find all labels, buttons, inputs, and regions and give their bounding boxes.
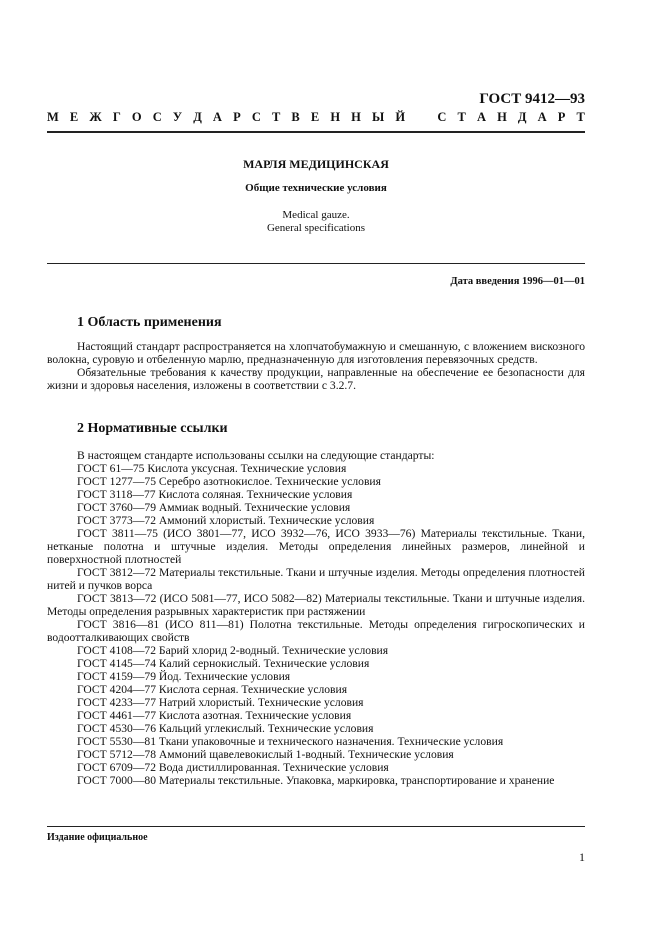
heading-letter: Е — [69, 110, 79, 124]
heading-letter: А — [476, 110, 486, 124]
heading-letter: Н — [351, 110, 361, 124]
heading-letter: А — [537, 110, 547, 124]
reference-item: ГОСТ 4461—77 Кислота азотная. Технические условия — [77, 709, 352, 722]
heading-letter: Д — [517, 110, 527, 124]
heading-letter: Р — [233, 110, 241, 124]
heading-letter: В — [291, 110, 300, 124]
page-number: 1 — [579, 850, 585, 864]
edition-note: Издание официальное — [47, 832, 148, 843]
paragraph: Обязательные требования к качеству продукции, направленные на обеспечение ее безопасности для жизни и здоровья населения, изложены в соответствии с 3.2.7. — [47, 366, 585, 392]
reference-item: ГОСТ 4233—77 Натрий хлористый. Технические условия — [77, 696, 364, 709]
standard-type-heading — [47, 110, 585, 125]
reference-item: ГОСТ 3813—72 (ИСО 5081—77, ИСО 5082—82) Материалы текстильные. Ткани и штучные изделия. Методы определения разрывных характеристик при растяжении — [47, 592, 585, 618]
heading-letter: Д — [193, 110, 202, 124]
heading-letter: Ж — [89, 110, 102, 124]
english-title-line-2: General specifications — [266, 222, 366, 234]
heading-letter: Г — [112, 110, 121, 124]
heading-letter: А — [212, 110, 222, 124]
english-title-line-1: Medical gauze. — [282, 209, 350, 221]
reference-item: ГОСТ 4204—77 Кислота серная. Технические условия — [77, 683, 348, 696]
effective-date: Дата введения 1996—01—01 — [450, 276, 585, 287]
reference-item: ГОСТ 1277—75 Серебро азотнокислое. Технические условия — [77, 475, 381, 488]
title-rule — [47, 263, 585, 264]
document-number: ГОСТ 9412—93 — [479, 91, 585, 107]
heading-letter: Т — [271, 110, 281, 124]
heading-letter: У — [172, 110, 183, 124]
reference-item: ГОСТ 3773—72 Аммоний хлористый. Технические условия — [77, 514, 375, 527]
section-1-body — [47, 340, 585, 392]
heading-letter: Р — [557, 110, 566, 124]
reference-item: ГОСТ 3816—81 (ИСО 811—81) Полотна текстильные. Методы определения гигроскопических и водоотталкивающих свойств — [47, 618, 585, 644]
reference-item: ГОСТ 4159—79 Йод. Технические условия — [77, 670, 291, 683]
reference-item: ГОСТ 4108—72 Барий хлорид 2-водный. Технические условия — [77, 644, 389, 657]
reference-item: ГОСТ 5712—78 Аммоний щавелевокислый 1-водный. Технические условия — [77, 748, 454, 761]
reference-item: ГОСТ 4145—74 Калий сернокислый. Технические условия — [77, 657, 370, 670]
heading-letter: Е — [310, 110, 320, 124]
references-intro: В настоящем стандарте использованы ссылки на следующие стандарты: — [77, 449, 435, 462]
reference-item: ГОСТ 4530—76 Кальций углекислый. Технические условия — [77, 722, 374, 735]
reference-item: ГОСТ 6709—72 Вода дистиллированная. Технические условия — [77, 761, 389, 774]
reference-item: ГОСТ 3811—75 (ИСО 3801—77, ИСО 3932—76, ИСО 3933—76) Материалы текстильные. Ткани, нетканые полотна и штучные изделия. Методы определения линейных размеров, линейной и поверхностной плотностей — [47, 527, 585, 566]
reference-item: ГОСТ 61—75 Кислота уксусная. Технические условия — [77, 462, 347, 475]
heading-letter: О — [131, 110, 142, 124]
header-rule — [47, 131, 585, 133]
heading-letter: Т — [457, 110, 466, 124]
heading-letter: Н — [330, 110, 341, 124]
reference-item: ГОСТ 7000—80 Материалы текстильные. Упаковка, маркировка, транспортирование и хранение — [77, 774, 555, 787]
heading-letter: С — [437, 110, 447, 124]
section-2-heading: 2 Нормативные ссылки — [77, 421, 228, 436]
letter-gap — [416, 110, 426, 125]
section-1-heading: 1 Область применения — [77, 315, 222, 330]
section-2-body — [47, 449, 585, 787]
heading-letter: Ы — [372, 110, 385, 124]
reference-item: ГОСТ 5530—81 Ткани упаковочные и технического назначения. Технические условия — [77, 735, 504, 748]
english-title — [47, 209, 585, 235]
reference-item: ГОСТ 3812—72 Материалы текстильные. Ткани и штучные изделия. Методы определения плотностей нитей и пучков ворса — [47, 566, 585, 592]
reference-item: ГОСТ 3118—77 Кислота соляная. Технические условия — [77, 488, 353, 501]
heading-letter: М — [47, 110, 59, 124]
document-title: МАРЛЯ МЕДИЦИНСКАЯ — [243, 157, 389, 171]
heading-letter: С — [152, 110, 162, 124]
heading-letter: Й — [395, 110, 406, 124]
heading-letter: С — [251, 110, 261, 124]
document-subtitle: Общие технические условия — [245, 182, 387, 194]
heading-letter: Т — [576, 110, 585, 124]
reference-item: ГОСТ 3760—79 Аммиак водный. Технические условия — [77, 501, 351, 514]
paragraph: Настоящий стандарт распространяется на хлопчатобумажную и смешанную, с вложением вискозного волокна, суровую и отбеленную марлю, предназначенную для изготовления перевязочных средств. — [47, 340, 585, 366]
footer-rule — [47, 826, 585, 827]
heading-letter: Н — [497, 110, 507, 124]
